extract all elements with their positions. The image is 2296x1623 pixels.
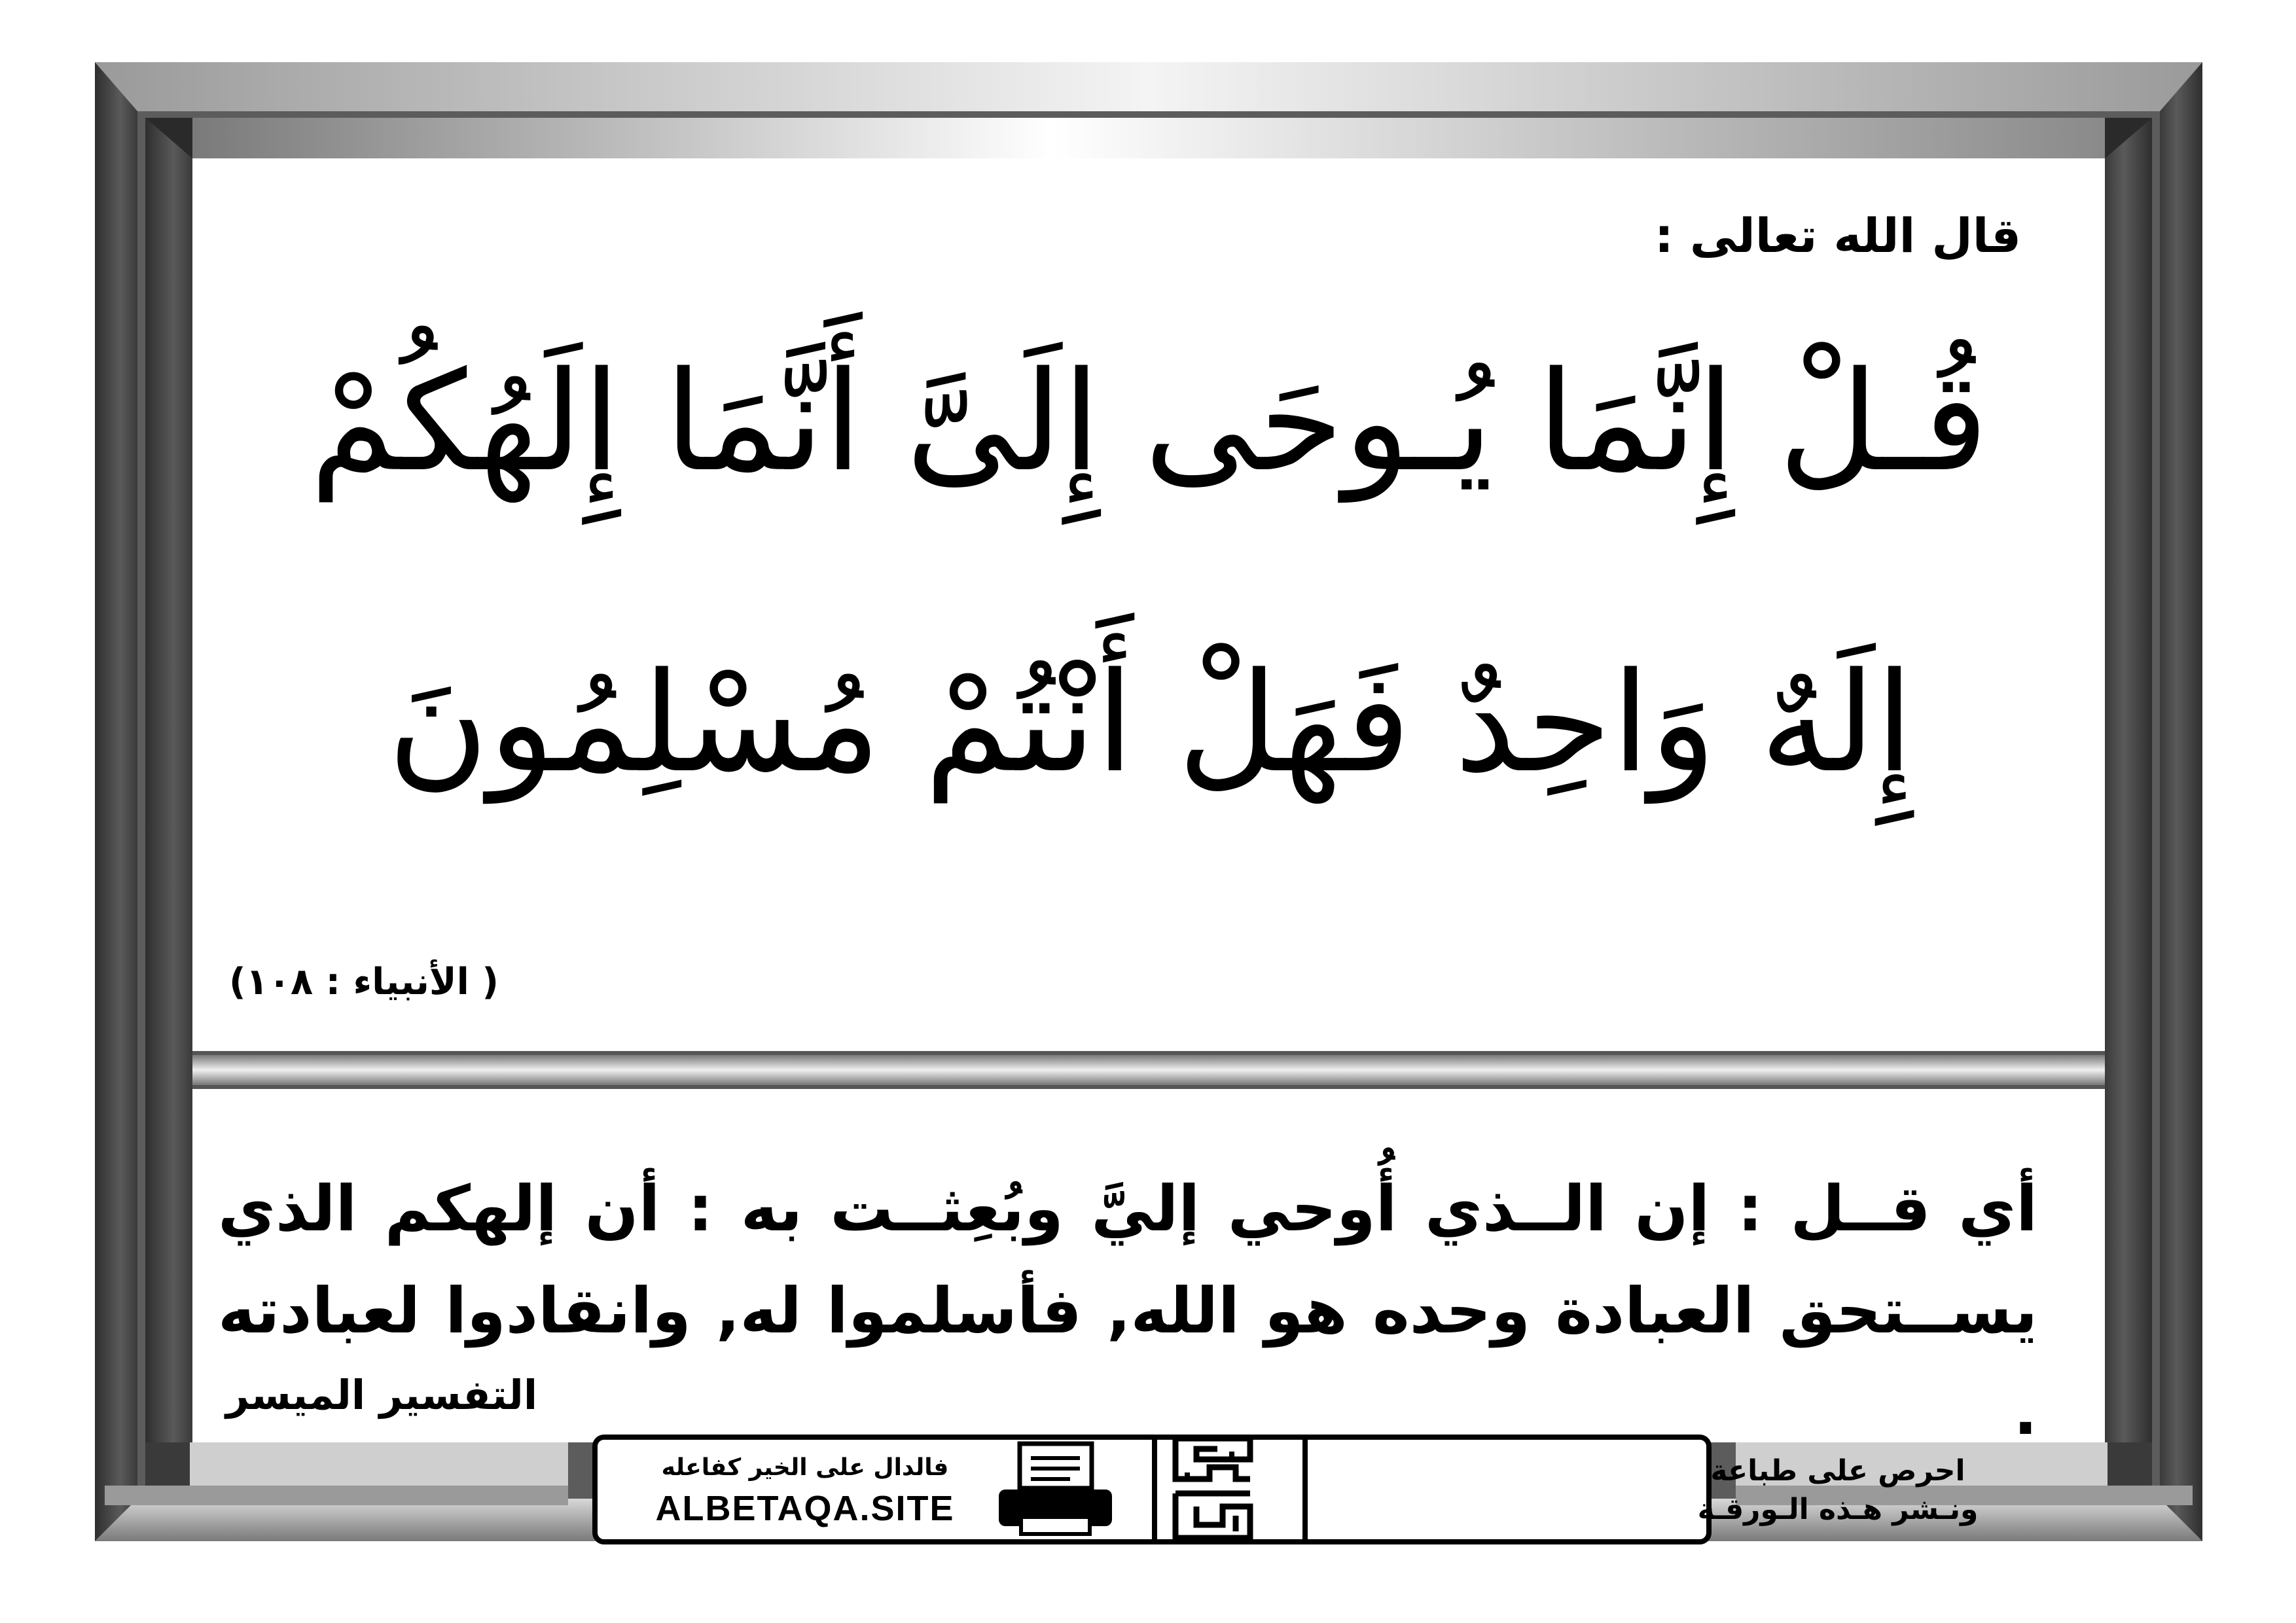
verse-line-1: قُـلْ إِنَّمَا يُـوحَى إِلَىَّ أَنَّمَا إِلَهُكُمْ (310, 342, 1988, 502)
footer-site[interactable]: ALBETAQA.SITE (655, 1489, 955, 1528)
footer-print-line-2: ونـشر هـذه الـورقـة (1697, 1493, 1979, 1527)
tafsir-source: التفسير الميسر (226, 1371, 538, 1419)
intro-text: قال الله تعالى : (1654, 208, 2021, 263)
verse-reference: ( الأنبياء : ١٠٨) (229, 961, 499, 1003)
verse-line-2: إِلَهٌ وَاحِدٌ فَهَلْ أَنْتُمْ مُسْلِمُونَ (387, 643, 1914, 803)
printer-icon (995, 1440, 1116, 1538)
calligraphy-logo-icon (1170, 1433, 1255, 1544)
footer-divider-left (1152, 1440, 1157, 1539)
footer-print-note (1681, 1452, 1995, 1529)
footer-divider-right (1302, 1440, 1308, 1539)
tafsir-text: أي قــل : إن الــذي أُوحي إليَّ وبُعِثــت به : أن إلهكم الذي يســتحق العبادة وحده هو الله, فأسلموا له, وانقادوا لعبادته . (218, 1172, 2037, 1450)
footer-print-line-1: احرص على طباعة (1710, 1454, 1965, 1488)
footer-motto: فالدال على الخير كفاعله (661, 1454, 949, 1481)
